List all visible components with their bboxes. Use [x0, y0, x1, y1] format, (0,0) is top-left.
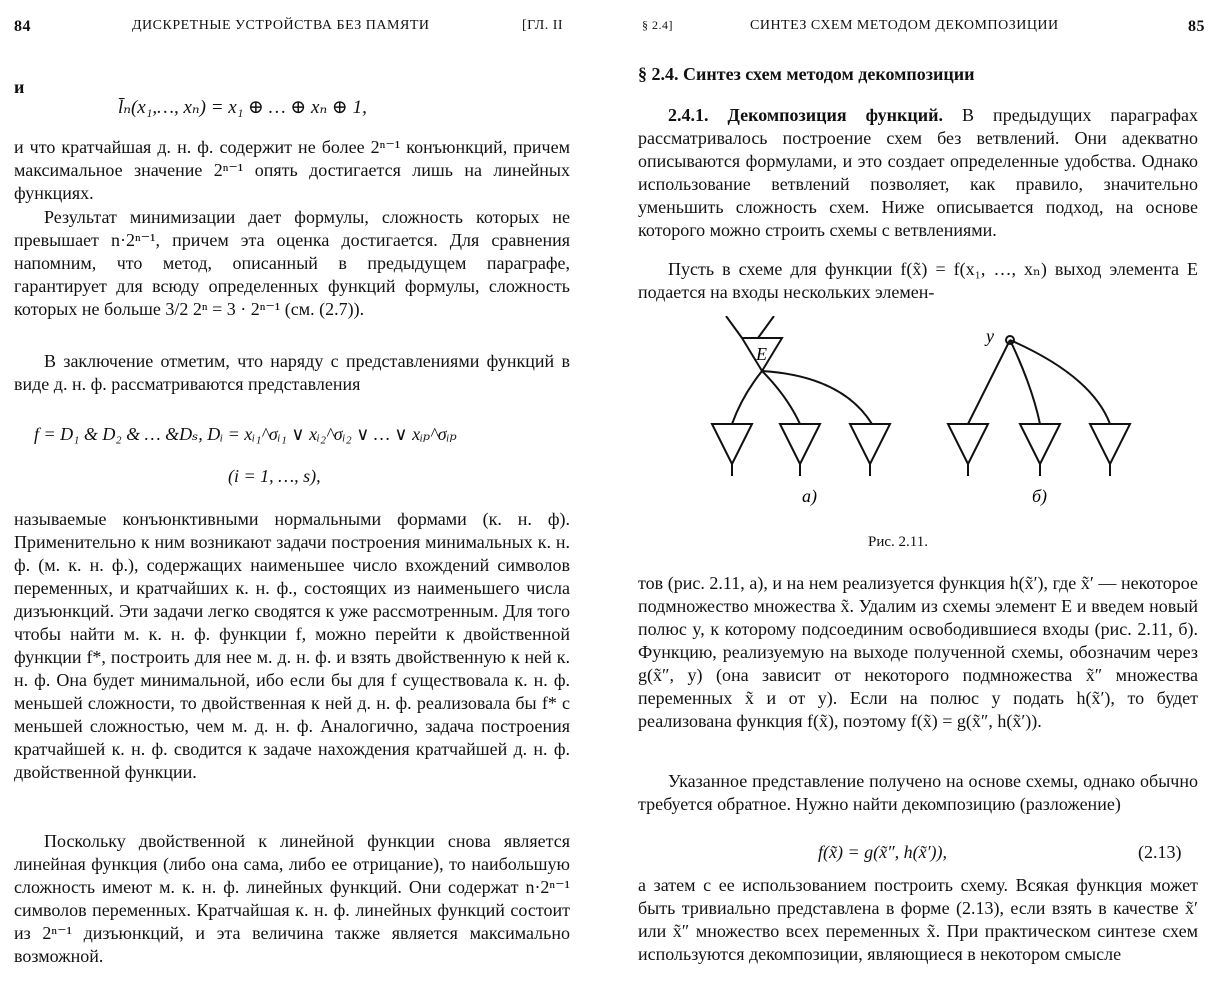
- formula-cnf: f = D₁ & D₂ & … &Dₛ, Dᵢ = xᵢ₁^σᵢ₁ ∨ xᵢ₂^σᵢ₂ ∨ … ∨ xᵢₚ^σᵢₚ: [34, 424, 457, 444]
- right-page-number: 85: [1188, 18, 1205, 35]
- label-sub-a: а): [802, 486, 817, 506]
- left-chapter-ref: [ГЛ. II: [522, 18, 564, 33]
- right-paragraph-2: Пусть в схеме для функции f(x̃) = f(x₁, …, xₙ) выход элемента E подается на входы нескольких элемен-: [638, 259, 1198, 302]
- equation-number: (2.13): [1138, 842, 1182, 862]
- right-running-head: СИНТЕЗ СХЕМ МЕТОДОМ ДЕКОМПОЗИЦИИ: [750, 18, 1059, 33]
- figure-panel-b: [948, 326, 1130, 507]
- section-title: § 2.4. Синтез схем методом декомпозиции: [638, 64, 975, 84]
- right-page: [612, 0, 1222, 998]
- right-paragraph-1: [638, 104, 1198, 242]
- left-running-head: ДИСКРЕТНЫЕ УСТРОЙСТВА БЕЗ ПАМЯТИ: [132, 18, 430, 33]
- right-paragraph-3: тов (рис. 2.11, а), и на нем реализуется функция h(x̃′), где x̃′ — некоторое подмножество множества x̃. Удалим из схемы элемент E и введем новый полюс y, к которому подсоединим освободившиеся входы (рис. 2.11, б). Функцию, реализуемую на выходе полученной схемы, обозначим через g(x̃″, y) (она зависит от некоторого подмножества x̃″ множества переменных x̃ и от y). Если на полюс y подать h(x̃′), то будет реализована функция f(x̃), поэтому f(x̃) = g(x̃″, h(x̃′)).: [638, 573, 1198, 731]
- figure-panel-a: [712, 316, 890, 507]
- right-paragraph-4: Указанное представление получено на основе схемы, однако обычно требуется обратное. Нужно найти декомпозицию (разложение): [638, 771, 1198, 814]
- label-sub-b: б): [1032, 486, 1048, 506]
- right-section-ref: § 2.4]: [642, 18, 673, 32]
- formula-linear-negation: l̄ₙ(x₁,…, xₙ) = x₁ ⊕ … ⊕ xₙ ⊕ 1,: [118, 97, 367, 118]
- left-page-number: 84: [14, 18, 31, 35]
- right-paragraph-5: а затем с ее использованием построить схему. Всякая функция может быть тривиально представлена в форме (2.13), если взять в качестве x̃′ или x̃″ множество всех переменных x̃. При практическом синтезе схем используются декомпозиции, являющиеся в некотором смысле: [638, 875, 1198, 964]
- label-y: y: [986, 326, 994, 346]
- formula-index-range: (i = 1, …, s),: [228, 466, 321, 486]
- paragraph-3: В заключение отметим, что наряду с представлениями функций в виде д. н. ф. рассматриваются представления: [14, 351, 570, 394]
- paragraph-5: Поскольку двойственной к линейной функции снова является линейная функция (либо она сама, либо ее отрицание), то наибольшую сложность имеют м. к. н. ф. линейных функций. Они содержат n·2ⁿ⁻¹ символов переменных. Кратчайшая к. н. ф. линейных функций состоит из 2ⁿ⁻¹ дизъюнкций, и эта величина также является максимально возможной.: [14, 831, 570, 966]
- paragraph-2: Результат минимизации дает формулы, сложность которых не превышает n·2ⁿ⁻¹, причем эта оценка достигается. Для сравнения напомним, что метод, описанный в предыдущем параграфе, гарантирует для всюду определенных функций формулы, сложность которых не больше 3/2 2ⁿ = 3 · 2ⁿ⁻¹ (см. (2.7)).: [14, 207, 570, 319]
- label-E: E: [756, 344, 767, 364]
- left-page: [0, 0, 600, 998]
- figure-2-11: [702, 316, 1192, 516]
- right-paragraph-1-text: В предыдущих параграфах рассматривалось построение схем без ветвлений. Они адекватно описываются формулами, и это создает определенные удобства. Однако использование ветвлений позволяет, как правило, значительно уменьшить сложность схем. Ниже описывается подход, на основе которого можно строить схемы с ветвлениями.: [638, 105, 1198, 240]
- lead-word: и: [14, 77, 25, 97]
- subsection-title: 2.4.1. Декомпозиция функций.: [668, 105, 943, 125]
- paragraph-1: и что кратчайшая д. н. ф. содержит не более 2ⁿ⁻¹ конъюнкций, причем максимальное значение 2ⁿ⁻¹ опять достигается лишь на линейных функциях.: [14, 137, 570, 203]
- paragraph-4: называемые конъюнктивными нормальными формами (к. н. ф). Применительно к ним возникают задачи построения минимальных к. н. ф. (м. к. н. ф.), содержащих наименьшее число вхождений символов переменных, и кратчайших к. н. ф., состоящих из наименьшего числа дизъюнкций. Эти задачи легко сводятся к уже рассмотренным. Для того чтобы найти м. к. н. ф. функции f, можно перейти к двойственной функции f*, построить для нее м. д. н. ф. и взять двойственную к ней к. н. ф. Она будет минимальной, ибо если бы для f существовала к. н. ф. меньшей сложности, то двойственная к ней д. н. ф. реализовала бы f* с меньшей сложностью, чем м. д. н. ф. Аналогично, задача построения кратчайшей к. н. ф. сводится к задаче нахождения кратчайшей д. н. ф. двойственной функции.: [14, 509, 570, 782]
- equation-2-13: f(x̃) = g(x̃″, h(x̃′)),: [818, 842, 948, 862]
- figure-caption: Рис. 2.11.: [868, 534, 928, 550]
